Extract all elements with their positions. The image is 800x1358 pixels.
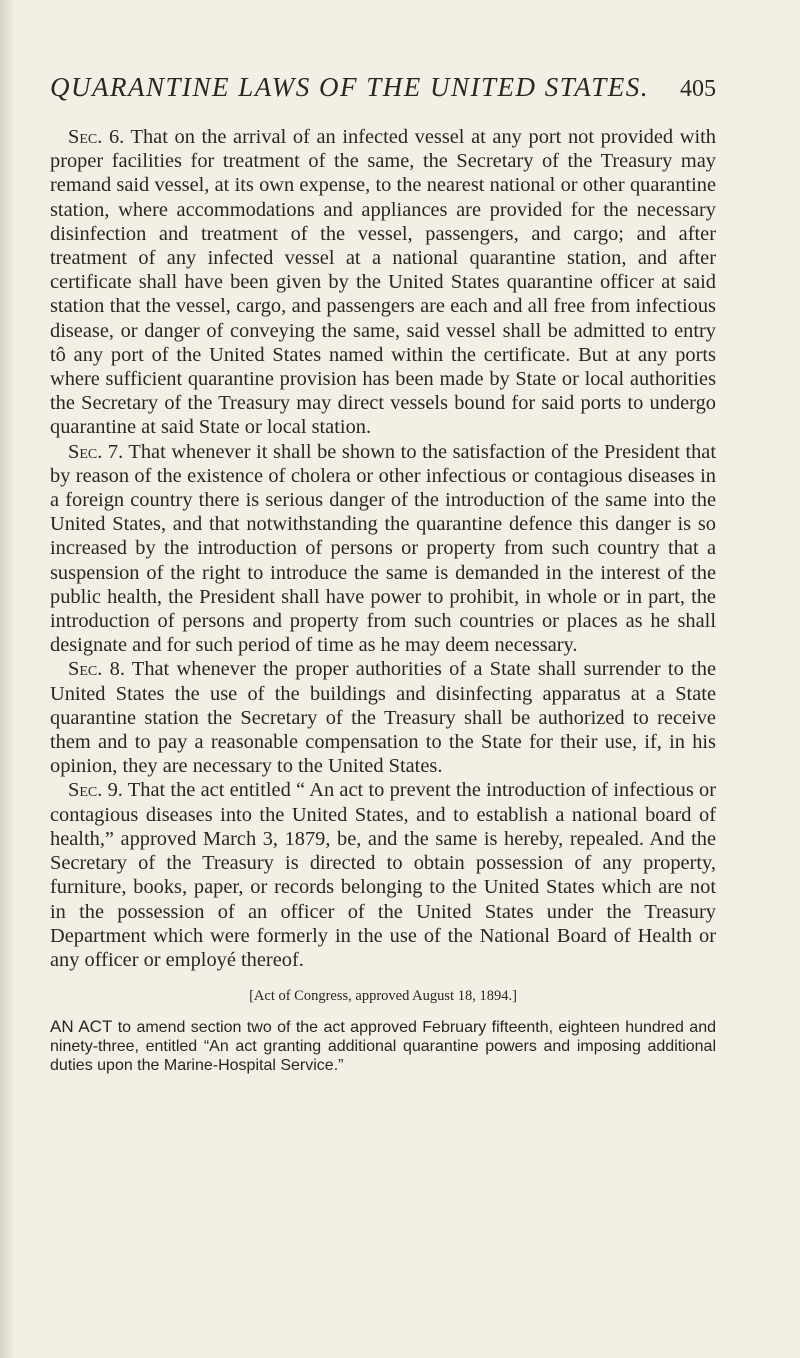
section-7 — [50, 440, 716, 658]
page-number: 405 — [680, 76, 716, 102]
section-8 — [50, 657, 716, 778]
section-label: Sec. 7. — [68, 440, 124, 463]
spine-shadow — [0, 0, 14, 1358]
section-9 — [50, 778, 716, 972]
approval-note: [Act of Congress, approved August 18, 1894.] — [249, 988, 517, 1005]
section-text: That whenever it shall be shown to the satisfaction of the President that by reason of the existence of cholera or other infectious or contagious diseases in a foreign country there is serious danger of the introduction of the same into the United States, and that notwithstanding the quarantine defence this danger is so increased by the introduction of persons or property from such country that a suspension of the right to introduce the same is demanded in the interest of the public health, the President shall have power to prohibit, in whole or in part, the introduction of persons and property from such countries or places as he shall designate and for such period of time as he may deem necessary. — [50, 440, 717, 657]
act-description: to amend section two of the act approved February fifteenth, eighteen hundred and ninety-three, entitled “An act granting additional quarantine powers and imposing additional duties upon the Marine-Hospital Service.” — [50, 1019, 716, 1075]
section-text: That whenever the proper authorities of a State shall surrender to the United States the use of the buildings and disinfecting apparatus at a State quarantine station the Secretary of the Treasury shall be authorized to receive them and to pay a reasonable compensation to the State for their use, if, in his opinion, they are necessary to the United States. — [50, 658, 717, 778]
section-label: Sec. 9. — [68, 779, 123, 802]
section-6 — [50, 125, 716, 440]
section-label: Sec. 8. — [68, 658, 125, 681]
section-label: Sec. 6. — [68, 126, 125, 148]
section-text: That the act entitled “ An act to prevent the introduction of infectious or contagious diseases into the United States, and to establish a national board of health,” approved March 3, 1879, be, and the same is hereby, repealed. And the Secretary of the Treasury is directed to obtain possession of any property, furniture, books, paper, or records belonging to the United States which are not in the possession of an officer of the United States under the Treasury Department which were formerly in the use of the National Board of Health or any officer or employé thereof. — [50, 779, 717, 971]
running-head-title: QUARANTINE LAWS OF THE UNITED STATES. — [50, 72, 650, 102]
next-act-title — [50, 1017, 716, 1075]
act-label: AN ACT — [50, 1017, 113, 1037]
section-text: That on the arrival of an infected vessel at any port not provided with proper facilities for treatment of the same, the Secretary of the Treasury may remand said vessel, at its own expense, to the nearest national or other quarantine station, where accommodations and appliances are provided for the necessary disinfection and treatment of the vessel, passengers, and cargo; and after treatment of any infected vessel at a national quarantine station, and after certificate shall have been given by the United States quarantine officer at said station that the vessel, cargo, and passengers are each and all free from infectious disease, or danger of conveying the same, said vessel shall be admitted to entry tô any port of the United States named within the certificate. But at any ports where sufficient quarantine provision has been made by State or local authorities the Secretary of the Treasury may direct vessels bound for said ports to undergo quarantine at said State or local station. — [50, 126, 717, 439]
running-head — [50, 72, 716, 103]
